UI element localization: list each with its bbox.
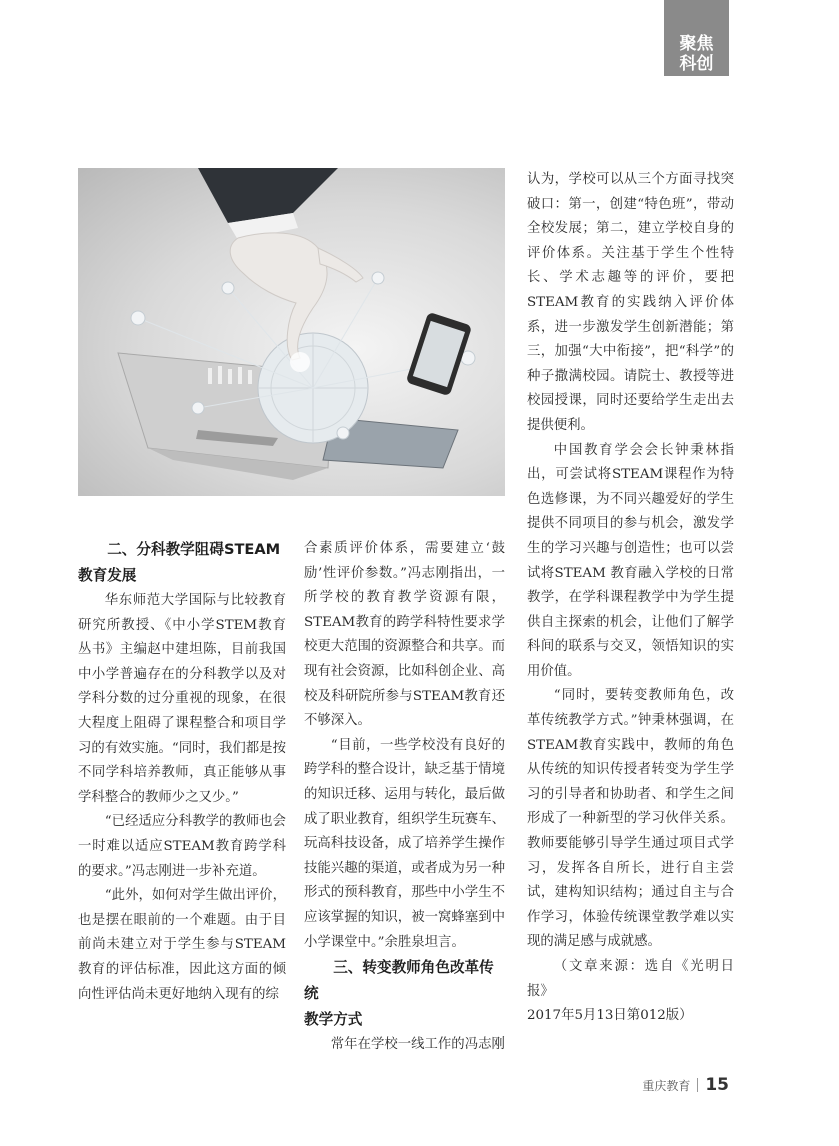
section-heading-3-line2: 教学方式 [304, 1011, 363, 1029]
article-column-3 [527, 168, 734, 1029]
section-heading-3 [304, 955, 505, 1007]
article-photo [78, 168, 505, 496]
source-note-line2: 2017年5月13日第012版） [527, 1008, 693, 1024]
section-tab-label [664, 34, 729, 74]
paragraph: 合素质评价体系，需要建立‘鼓励’性评价参数。”冯志刚指出，一所学校的教育教学资源有限，STEAM教育的跨学科特性要求学校更大范围的资源整合和共享。而现有社会资源，比如科创企业、高校及科研院所参与STEAM教育还不够深入。 [304, 541, 505, 729]
section-tab-line2: 科创 [679, 54, 714, 74]
paragraph: “已经适应分科教学的教师也会一时难以适应STEAM教育跨学科的要求。”冯志刚进一步补充道。 [78, 814, 286, 879]
section-tab-line1: 聚焦 [679, 34, 714, 54]
section-heading-2-line1: 二、分科教学阻碍STEAM [107, 541, 281, 558]
paragraph: 中国教育学会会长钟秉林指出，可尝试将STEAM课程作为特色选修课，为不同兴趣爱好的学生提供不同项目的参与机会，激发学生的学习兴趣与创造性；也可以尝试将STEAM 教育融入学校的日常教学，在学科课程教学中为学生提供自主探索的机会，让他们了解学科间的联系与交叉，领悟知识的实用价值。 [527, 442, 734, 679]
section-heading-3-cont [304, 1007, 505, 1033]
paragraph: 华东师范大学国际与比较教育研究所教授、《中小学STEM教育丛书》主编赵中建坦陈，目前我国中小学普遍存在的分科教学以及对学科分数的过分重视的现象，在很大程度上阻碍了课程整合和项目学习的有效实施。“同时，我们都是按不同学科培养教师，真正能够从事学科整合的教师少之又少。” [78, 593, 286, 805]
article-column-2 [304, 537, 505, 1058]
publication-name: 重庆教育 [642, 1079, 691, 1093]
paragraph: “目前，一些学校没有良好的跨学科的整合设计，缺乏基于情境的知识迁移、运用与转化，最后做成了职业教育，组织学生玩赛车、玩高科技设备，成了培养学生操作技能兴趣的渠道，或者成为另一种形式的预科教育，那些中小学生不应该掌握的知识，被一窝蜂塞到中小学课堂中。”余胜泉坦言。 [304, 737, 505, 950]
footer-divider [697, 1078, 698, 1092]
section-heading-2-cont [78, 563, 286, 589]
source-note-line1: （文章来源：选自《光明日报》 [527, 959, 734, 999]
section-heading-2 [78, 537, 286, 563]
page-footer [642, 1075, 729, 1095]
paragraph: “同时，要转变教师角色，改革传统教学方式。”钟秉林强调，在STEAM教育实践中，教师的角色从传统的知识传授者转变为学生学习的引导者和协助者、和学生之间形成了一种新型的学习伙伴关系。教师要能够引导学生通过项目式学习，发挥各自所长，进行自主尝试，建构知识结构；通过自主与合作学习，体验传统课堂教学难以实现的满足感与成就感。 [527, 688, 734, 950]
paragraph: 常年在学校一线工作的冯志刚 [330, 1037, 505, 1053]
page-number: 15 [705, 1075, 729, 1095]
section-tab [664, 0, 729, 76]
section-heading-3-line1: 三、转变教师角色改革传统 [304, 959, 494, 1003]
paragraph: 认为，学校可以从三个方面寻找突破口：第一，创建“特色班”，带动全校发展；第二，建立学校自身的评价体系。关注基于学生个性特长、学术志趣等的评价，要把STEAM教育的实践纳入评价体系，进一步激发学生创新潜能；第三，加强“大中衔接”，把“科学”的种子撒满校园。请院士、教授等进校园授课，同时还要给学生走出去提供便利。 [527, 172, 734, 433]
paragraph: “此外，如何对学生做出评价，也是摆在眼前的一个难题。由于目前尚未建立对于学生参与STEAM教育的评估标准，因此这方面的倾向性评估尚未更好地纳入现有的综 [78, 888, 286, 1002]
article-column-1 [78, 537, 286, 1007]
section-heading-2-line2: 教育发展 [78, 567, 137, 584]
